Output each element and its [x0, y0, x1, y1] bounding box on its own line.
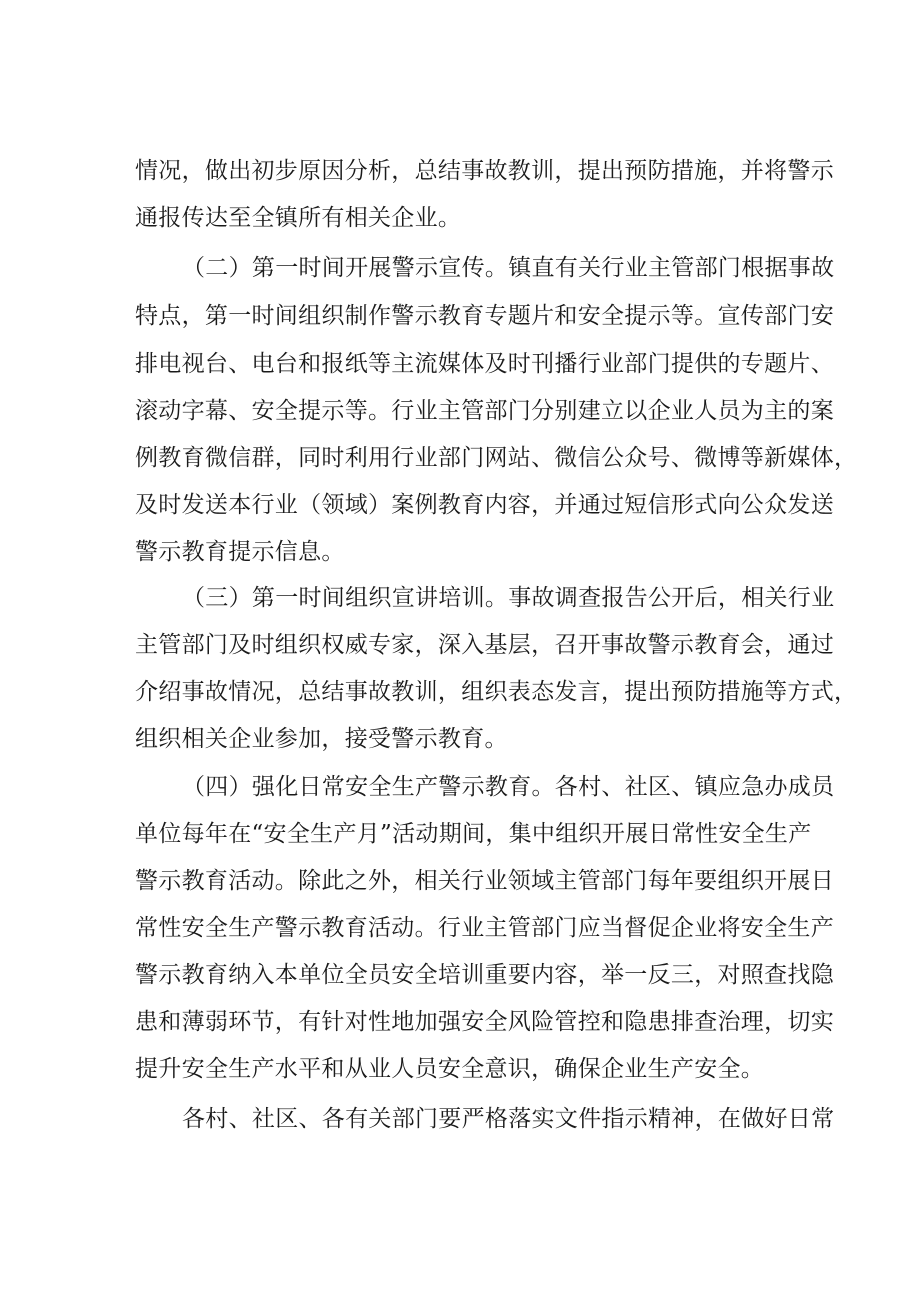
- text-line: 主管部门及时组织权威专家，深入基层，召开事故警示教育会，通过: [135, 632, 834, 658]
- paragraph-heading-2: （二）第一时间开展警示宣传。镇直有关行业主管部门根据事故: [182, 255, 835, 281]
- text-line: 滚动字幕、安全提示等。行业主管部门分别建立以企业人员为主的案: [135, 398, 834, 424]
- closing-paragraph-line: 各村、社区、各有关部门要严格落实文件指示精神，在做好日常: [182, 1106, 835, 1132]
- paragraph-heading-3: （三）第一时间组织宣讲培训。事故调查报告公开后，相关行业: [182, 585, 835, 611]
- text-line: 单位每年在“安全生产月”活动期间，集中组织开展日常性安全生产: [135, 821, 812, 847]
- text-line: 警示教育活动。除此之外，相关行业领域主管部门每年要组织开展日: [135, 868, 834, 894]
- text-line: 警示教育提示信息。: [135, 539, 345, 565]
- text-line: 组织相关企业参加，接受警示教育。: [135, 726, 508, 752]
- paragraph-heading-4: （四）强化日常安全生产警示教育。各村、社区、镇应急办成员: [182, 774, 835, 800]
- text-line: 提升安全生产水平和从业人员安全意识，确保企业生产安全。: [135, 1056, 765, 1082]
- text-line: 情况，做出初步原因分析，总结事故教训，提出预防措施，并将警示: [135, 158, 834, 184]
- text-line: 介绍事故情况，总结事故教训，组织表态发言，提出预防措施等方式，: [135, 679, 858, 705]
- text-line: 排电视台、电台和报纸等主流媒体及时刊播行业部门提供的专题片、: [135, 351, 834, 377]
- text-line: 通报传达至全镇所有相关企业。: [135, 205, 462, 231]
- text-line: 警示教育纳入本单位全员安全培训重要内容，举一反三，对照查找隐: [135, 962, 834, 988]
- text-line: 常性安全生产警示教育活动。行业主管部门应当督促企业将安全生产: [135, 915, 834, 941]
- text-line: 特点，第一时间组织制作警示教育专题片和安全提示等。宣传部门安: [135, 303, 834, 329]
- text-line: 及时发送本行业（领域）案例教育内容，并通过短信形式向公众发送: [135, 492, 834, 518]
- text-line: 例教育微信群，同时利用行业部门网站、微信公众号、微博等新媒体，: [135, 445, 858, 471]
- text-line: 患和薄弱环节，有针对性地加强安全风险管控和隐患排查治理，切实: [135, 1009, 834, 1035]
